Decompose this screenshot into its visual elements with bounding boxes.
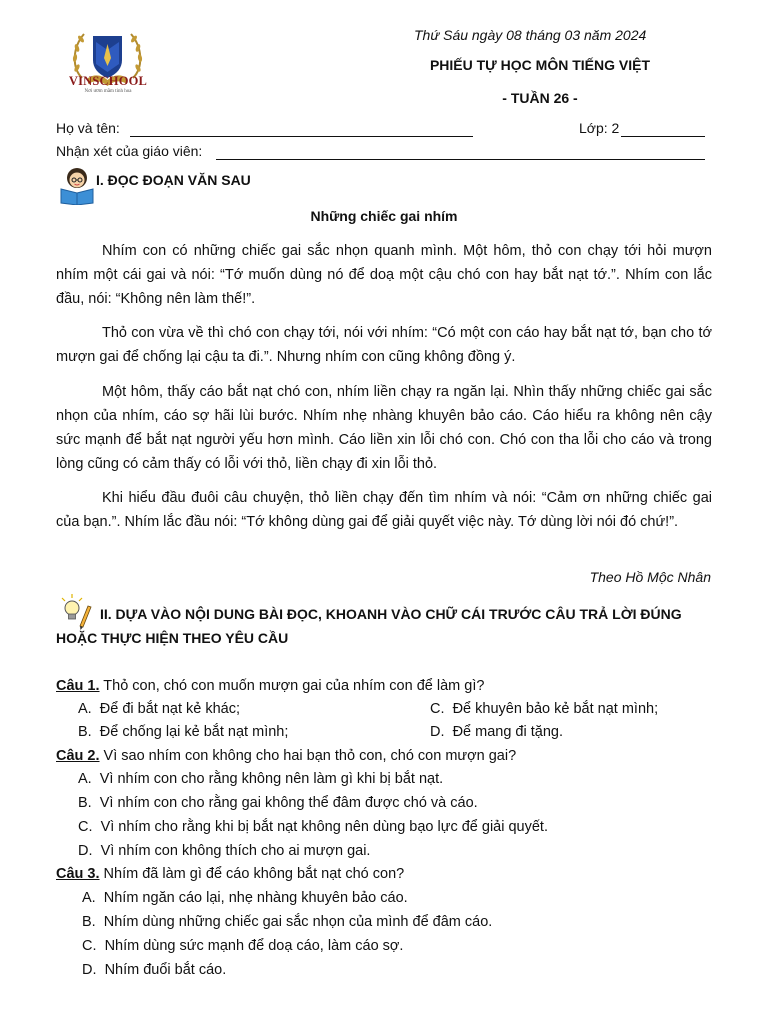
reading-student-icon <box>58 165 96 205</box>
logo-tagline: Nơi ươm mầm tinh hoa <box>84 89 132 94</box>
class-field-label: Lớp: 2 <box>579 120 620 136</box>
question-1-label: Câu 1. <box>56 678 100 694</box>
question-2-label: Câu 2. <box>56 748 100 764</box>
q3-option-c[interactable]: C. Nhím dùng sức mạnh để doạ cáo, làm cáo sợ. <box>82 938 404 954</box>
question-1 <box>56 675 484 698</box>
section-1-title: I. ĐỌC ĐOẠN VĂN SAU <box>96 172 251 188</box>
section-2-title-line-1: II. DỰA VÀO NỘI DUNG BÀI ĐỌC, KHOANH VÀO CHỮ CÁI TRƯỚC CÂU TRẢ LỜI ĐÚNG <box>100 606 682 622</box>
story-paragraph-3: Một hôm, thấy cáo bắt nạt chó con, nhím liền chạy ra ngăn lại. Nhìn thấy những chiếc gai sắc nhọn của nhím, cáo sợ hãi lùi bước. Nhím nhẹ nhàng khuyên bảo cáo. Cáo hiểu ra không nên cậy sức mạnh để bắt nạt người yếu hơn mình. Cáo liền xin lỗi chó con. Chó con tha lỗi cho cáo và trong lòng cũng có cảm thấy có lỗi với thỏ, liền chạy đi xin lỗi thỏ. <box>56 384 712 472</box>
story-paragraph-2: Thỏ con vừa về thì chó con chạy tới, nói với nhím: “Có một con cáo hay bắt nạt tớ, bạn cho tớ mượn gai để chống lại cậu ta đi.”. Nhưng nhím con cũng không đồng ý. <box>56 325 712 365</box>
week-label: - TUẦN 26 - <box>502 90 578 106</box>
question-2-text: Vì sao nhím con không cho hai bạn thỏ con, chó con mượn gai? <box>103 748 517 764</box>
worksheet-title: PHIẾU TỰ HỌC MÔN TIẾNG VIỆT <box>429 57 651 73</box>
question-3-text: Nhím đã làm gì để cáo không bắt nạt chó con? <box>103 866 405 882</box>
name-field-label: Họ và tên: <box>56 120 120 136</box>
q3-option-a[interactable]: A. Nhím ngăn cáo lại, nhẹ nhàng khuyên bảo cáo. <box>82 890 408 906</box>
date-line: Thứ Sáu ngày 08 tháng 03 năm 2024 <box>414 27 647 43</box>
comment-field-line[interactable] <box>216 159 705 160</box>
q3-option-b[interactable]: B. Nhím dùng những chiếc gai sắc nhọn của mình để đâm cáo. <box>82 914 493 930</box>
q2-option-c[interactable]: C. Vì nhím cho rằng khi bị bắt nạt không nên dùng bạo lực để giải quyết. <box>78 819 548 835</box>
story-title: Những chiếc gai nhím <box>310 208 458 224</box>
q2-option-b[interactable]: B. Vì nhím con cho rằng gai không thể đâm được chó và cáo. <box>78 795 478 811</box>
question-1-text: Thỏ con, chó con muốn mượn gai của nhím con để làm gì? <box>103 678 485 694</box>
q3-option-d[interactable]: D. Nhím đuổi bắt cáo. <box>82 962 227 978</box>
comment-field-label: Nhận xét của giáo viên: <box>56 143 203 159</box>
question-3 <box>56 863 404 886</box>
story-paragraph-1: Nhím con có những chiếc gai sắc nhọn quanh mình. Một hôm, thỏ con chạy tới hỏi mượn nhím một cái gai và nói: “Tớ muốn dùng nó để doạ một cậu chó con hay bắt nạt tớ.”. Nhím con lắc đầu, nói: “Không nên làm thế!”. <box>56 243 712 307</box>
q1-option-b[interactable]: B. Để chống lại kẻ bắt nạt mình; <box>78 724 289 740</box>
story-paragraph-4: Khi hiểu đầu đuôi câu chuyện, thỏ liền chạy đến tìm nhím và nói: “Cảm ơn những chiếc gai của bạn.”. Nhím lắc đầu nói: “Tớ không dùng gai để giải quyết việc này. Tớ dùng lời nói đó chứ!”. <box>56 490 712 530</box>
name-field-line[interactable] <box>130 136 473 137</box>
logo-text: VINSCHOOL <box>68 74 148 88</box>
q1-option-d[interactable]: D. Để mang đi tặng. <box>430 724 563 740</box>
question-3-label: Câu 3. <box>56 866 100 882</box>
q2-option-d[interactable]: D. Vì nhím con không thích cho ai mượn gai. <box>78 843 371 859</box>
q2-option-a[interactable]: A. Vì nhím con cho rằng không nên làm gì khi bị bắt nạt. <box>78 771 444 787</box>
class-field-line[interactable] <box>621 136 705 137</box>
question-2 <box>56 745 516 768</box>
q1-option-a[interactable]: A. Để đi bắt nạt kẻ khác; <box>78 701 241 717</box>
story-author: Theo Hồ Mộc Nhân <box>589 569 711 585</box>
lightbulb-pencil-icon <box>58 592 92 630</box>
section-2-title-line-2: HOẶC THỰC HIỆN THEO YÊU CẦU <box>56 630 289 646</box>
q1-option-c[interactable]: C. Để khuyên bảo kẻ bắt nạt mình; <box>430 701 659 717</box>
